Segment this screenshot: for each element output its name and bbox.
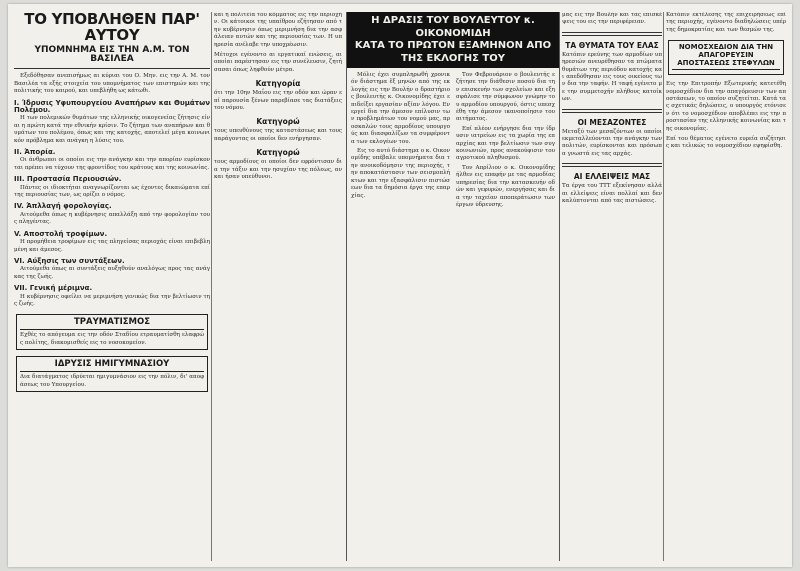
box-nomosxedion <box>668 40 784 75</box>
kategoro-1-title: Κατηγορώ <box>256 117 300 127</box>
kategoro-2-title: Κατηγορώ <box>256 148 300 158</box>
section-7-text: Η κυβέρνησις οφείλει να μεριμνήση γενικώς δια την βελτίωσιν της ζωής. <box>14 293 210 307</box>
feature-text-e: Τον Απρίλιον ο κ. Οικονομίδης ήλθεν εις επαφήν με τας αρμοδίας υπηρεσίας δια την κατασκευήν οδών και γεφυρών, ενεργήσας και δια την ταχείαν αποπεράτωσιν των έργων ύδρευσης. <box>456 164 555 208</box>
divider <box>562 32 662 36</box>
section-3-text: Πάντες οι ιδιοκτήται αναγνωρίζονται ως έχοντες δικαιώματα επί της περιουσίας των, ως ορίζει ο νόμος. <box>14 184 210 199</box>
section-2-text: Οι άνθρωποι οι οποίοι εις την ανάγκην και την απορίαν ευρίσκονται πρέπει να τύχουν της φροντίδος του κράτους και της κοινωνίας. <box>14 157 210 171</box>
mesazontes-text: Μεταξύ των μεσαζόντων οι οποίοι εκμεταλλεύονται την ανάγκην των πολιτών, ευρίσκονται και πρόσωπα γνωστά εις τας αρχάς. <box>562 128 662 157</box>
column-4 <box>562 12 662 561</box>
feature-headline-1: Η ΔΡΑΣΙΣ ΤΟΥ ΒΟΥΛΕΥΤΟΥ κ. ΟΙΚΟΝΟΜΙΔΗ <box>371 15 535 39</box>
column-2 <box>214 12 342 561</box>
section-3-title: III. Προστασία Περιουσιών. <box>14 175 122 184</box>
section-1-text: Η των πολεμικών θυμάτων της ελληνικής οικογενείας ζήτησις είναι η πρώτη κατά την εθνικήν κρίσιν. Το ζήτημα των αναπήρων και θυμάτων του πολέμου, όπως και της κατοχής, αποτελεί μέγα κοινωνικόν πρόβλημα και ανάγκη η λύσις του. <box>14 115 210 144</box>
feature-text-b: Εις το αυτό διάστημα ο κ. Οικονομίδης υπέβαλε υπομνήματα δια την ανοικοδόμησιν της περιοχής, την αποκατάστασιν των σεισμοπλήκτων και την εξασφάλισιν πιστώσεων δια τα δημόσια έργα της επαρχίας. <box>351 148 450 199</box>
col4-text-top: μας εις την Βουλήν και τας επισκέψεις του εις την περιφέρειαν. <box>562 12 662 26</box>
section-5-text: Η προμήθεια τροφίμων εις τας πληγείσας περιοχάς είναι επιβεβλημένη και άμεσος. <box>14 239 210 253</box>
idrysis-title: ΙΔΡΥΣΙΣ ΗΜΙΓΥΜΝΑΣΙΟΥ <box>20 359 204 372</box>
section-6-title: VI. Αύξησις των συντάξεων. <box>14 256 125 265</box>
kategoro-1-text: τους υπευθύνους της καταστάσεως και τους παράγοντας οι οποίοι δεν ενήργησαν. <box>214 128 342 142</box>
col2-text-1: και η πολιτεία του κόμματος εις την περιοχήν. Οι κάτοικοι της υπαίθρου εζήτησαν από την κυβέρνησιν όπως μεριμνήση δια την ασφάλειαν αυτών και της περιουσίας των. Η υπηρεσία ανέλαβε την υποχρέωσιν. <box>214 12 342 48</box>
box-traumatismos <box>16 314 208 350</box>
feature-banner <box>347 12 559 68</box>
column-1 <box>14 12 210 561</box>
traumatismos-title: ΤΡΑΥΜΑΤΙΣΜΟΣ <box>20 317 204 330</box>
section-1-title: I. Ίδρυσις Υφυπουργείου Αναπήρων και Θυμάτων Πολέμου. <box>14 98 210 114</box>
article-ypomnima <box>14 73 210 308</box>
column-5 <box>666 12 786 561</box>
elleipseis-text: Τα έργα του ΤΤΤ εξεκίνησαν αλλά αι ελλείψεις είναι πολλαί και δεν καλύπτονται από τας πιστώσεις. <box>562 183 662 205</box>
column-3-feature <box>346 12 560 561</box>
newspaper-page <box>8 4 792 567</box>
kategoria-title: Κατηγορία <box>255 79 301 89</box>
nomosxedion-title: ΝΟΜΟΣΧΕΔΙΟΝ ΔΙΑ ΤΗΝ ΑΠΑΓΟΡΕΥΣΙΝ ΑΠΟΣΤΑΣΕΩΣ ΣΤΕΦΥΛΩΝ <box>672 43 780 70</box>
column-rule <box>663 12 664 561</box>
section-5-title: V. Αποστολή τροφίμων. <box>14 229 108 238</box>
headline-ypomnima: ΤΟ ΥΠΟΒΛΗΘΕΝ ΠΑΡ' ΑΥΤΟΥ <box>24 12 200 44</box>
col5-text-bottom: Επί του θέματος εγένετο ευρεία συζήτησις και τελικώς το νομοσχέδιον εψηφίσθη. <box>666 136 786 150</box>
mesazontes-title: ΟΙ ΜΕΣΑΖΟΝΤΕΣ <box>577 117 647 127</box>
section-7-title: VII. Γενική μέριμνα. <box>14 284 93 293</box>
subheadline-ypomnima: ΥΠΟΜΝΗΜΑ ΕΙΣ ΤΗΝ Α.Μ. ΤΟΝ ΒΑΣΙΛΕΑ <box>34 44 190 64</box>
section-4-title: IV. Άπλλαγή φορολογίας. <box>14 202 112 211</box>
feature-text-a: Μόλις έχει συμπληρωθή χρονικόν διάστημα ἓξ μηνών από της εκλογής εις την Βουλήν ο δραστήριος βουλευτής κ. Οικονομίδης έχει επιδείξει εργασίαν αξίαν λόγου. Ενεργεί δια την άμεσον επίλυσιν των προβλημάτων του νομού μας, προσκαλών τους αρμοδίους υπουργούς και διασφαλίζων τα συμφέροντα των εκλογέων του. <box>351 72 450 145</box>
section-6-text: Αιτούμεθα όπως αι συντάξεις αυξηθούν αναλόγως προς τας ανάγκας της ζωής. <box>14 266 210 280</box>
nomosxedion-text: Εις την Επιτροπήν Εξωτερικής κατετέθη νομοσχέδιον δια την απαγόρευσιν των αποστάσεων, το οποίον συζητείται. Κατά τας σχετικάς δηλώσεις, ο υπουργός ετόνισεν ότι το νομοσχέδιον αποβλέπει εις την προστασίαν της ελληνικής κοινωνίας και της οικονομίας. <box>666 81 786 132</box>
idrysis-text: Δια διατάγματος ιδρύεται ημιγυμνάσιον εις την πόλιν, δι' αποφάσεως του Υπουργείου. <box>20 374 204 388</box>
feature-text-c: Τον Φεβρουάριον ο βουλευτής εζήτησε την διάθεσιν ποσού δια την επισκευήν των σχολείων και εξησφάλισε την σύμφωνον γνώμην του αρμοδίου υπουργού, όστις υπεσχέθη την άμεσον ικανοποίησιν του αιτήματος. <box>456 72 555 123</box>
divider <box>562 109 662 113</box>
feature-headline-2: ΚΑΤΑ ΤΟ ΠΡΩΤΟΝ ΕΞΑΜΗΝΟΝ ΑΠΟ ΤΗΣ ΕΚΛΟΓΗΣ ΤΟΥ <box>354 40 552 64</box>
thymata-text: Κατόπιν ερεύνης των αρμοδίων υπηρεσιών ανευρέθησαν τα πτώματα θυμάτων της περιόδου κατοχής και απεδόθησαν εις τους οικείους των δια την ταφήν. Η ταφή εγένετο με την συμμετοχήν πλήθους κατοίκων. <box>562 51 662 103</box>
column-rule <box>211 12 212 561</box>
section-4-text: Αιτούμεθα όπως η κυβέρνησις απαλλάξη από την φορολογίαν τους πληγέντας. <box>14 211 210 226</box>
col5-text-top: Κατόπιν εκτέλεσης της επιχειρήσεως επί της περιοχής, εγένοντο διαδηλώσεις υπέρ της δημοκρατίας και των θεσμών της. <box>666 12 786 33</box>
traumatismos-text: Εχθές το απόγευμα εις την οδόν Σταδίου ετραυματίσθη ελαφρώς πολίτης, διακομισθείς εις το νοσοκομείον. <box>20 332 204 346</box>
intro-text: Εξεδόθησαν ανεπισήμως αι κύριαι του Ο. Μην. εις την Α. Μ. τον Βασιλέα τα εξής στοιχεία του υπομνήματος των επιστημών και της πολιτικής του καιρού, και υπεβλήθη ως κάτωθι. <box>14 73 210 95</box>
box-idrysis <box>16 356 208 392</box>
section-2-title: II. Άπορία. <box>14 148 56 157</box>
divider <box>562 163 662 167</box>
elleipseis-title: ΑΙ ΕΛΛΕΙΨΕΙΣ ΜΑΣ <box>573 172 651 182</box>
kategoria-text: ότι την 10ην Μαΐου εις την οδόν και ώραν επί παρουσία ξένων παρεβίασε τας διατάξεις του νόμου. <box>214 90 342 112</box>
feature-body <box>347 68 559 209</box>
thymata-title: ΤΑ ΘΥΜΑΤΑ ΤΟΥ ΕΛΑΣ <box>565 40 659 50</box>
kategoro-2-text: τους αρμοδίους οι οποίοι δεν εφρόντισαν δια την τάξιν και την ησυχίαν της πόλεως, αν και ήσαν υπεύθυνοι. <box>214 159 342 181</box>
divider <box>14 68 210 69</box>
feature-text-d: Επί πλέον ενήργησε δια την ίδρυσιν ιατρείων εις τα χωρία της επαρχίας και την βελτίωσιν των συγκοινωνιών, προς ανακούφισιν του αγροτικού πληθυσμού. <box>456 125 555 162</box>
col2-text-2: Μέτοχοι εγένοντο αι εργατικαί ενώσεις, αι οποίαι παρέστησαν εις την συνέλευσιν, ζητήσασαι όπως ληφθούν μέτρα. <box>214 52 342 73</box>
